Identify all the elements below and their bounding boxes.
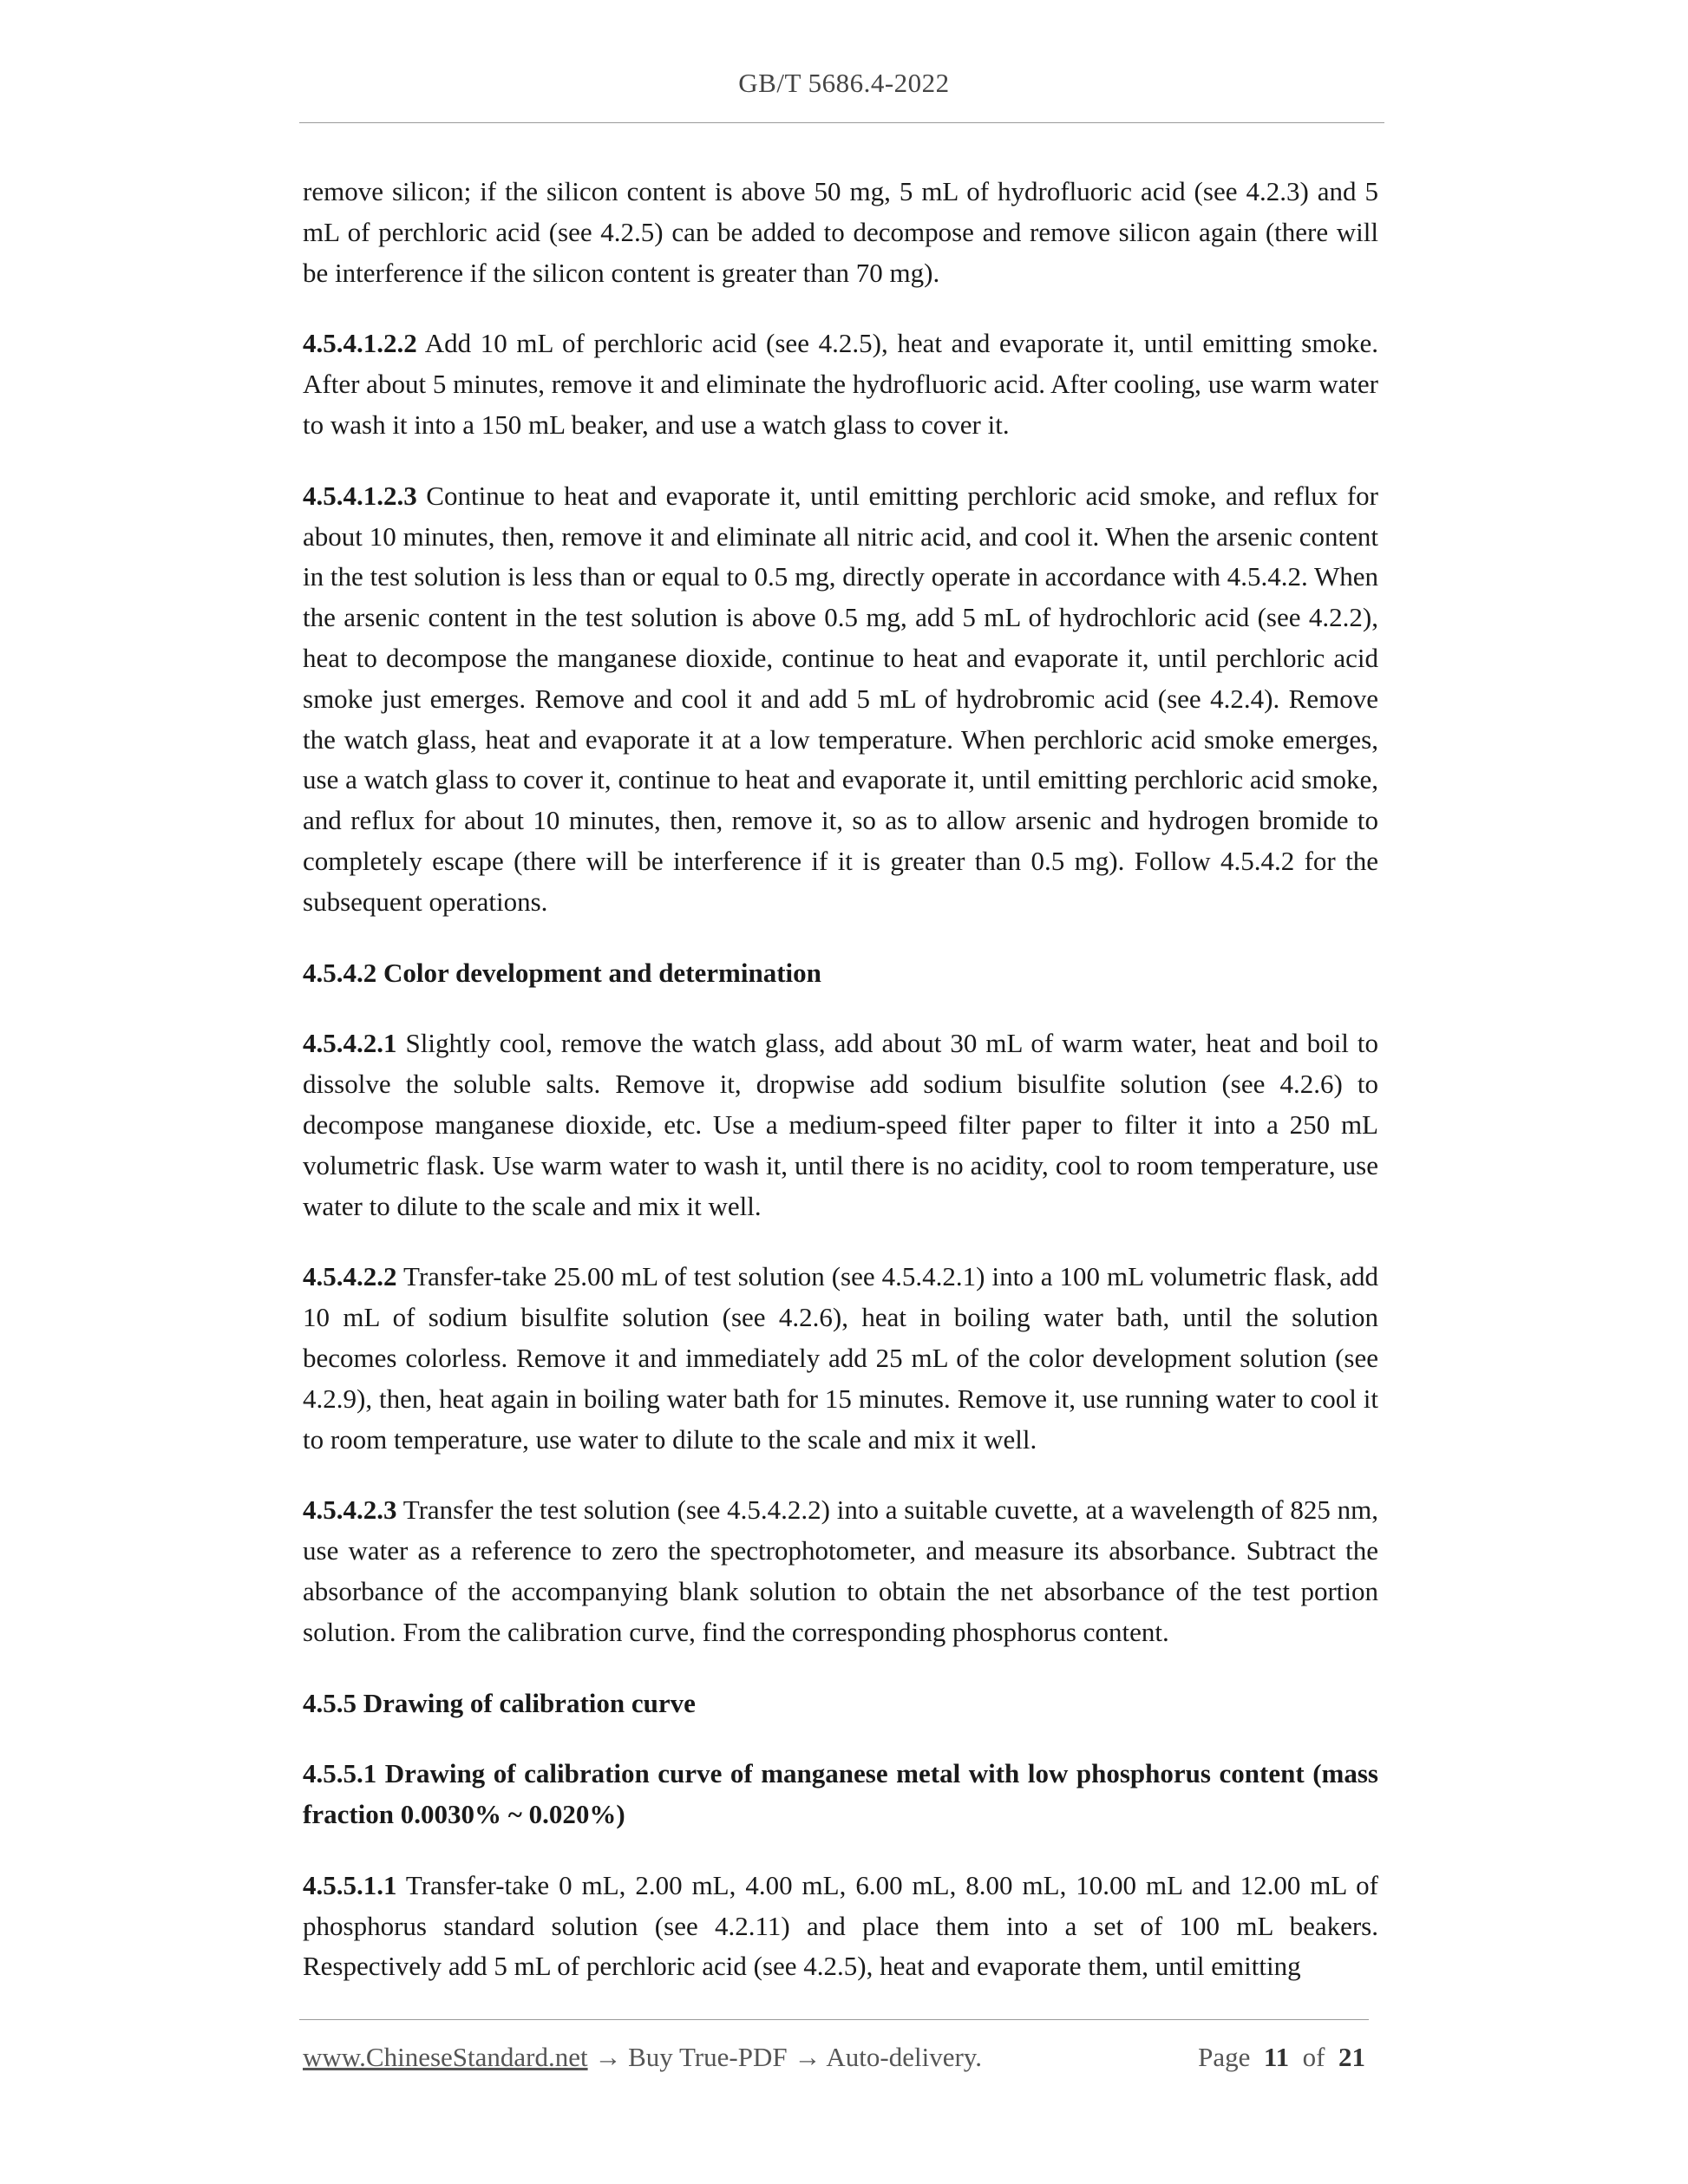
clause-4-5-4-1-2-3 (303, 476, 1378, 923)
clause-4-5-5-1-1 (303, 1866, 1378, 1987)
page-current: 11 (1263, 2042, 1290, 2072)
paragraph (303, 172, 1378, 293)
clause-text: Transfer-take 25.00 mL of test solution (see 4.5.4.2.1) into a 100 mL volumetric flask, add 10 mL of sodium bisulfite solution (see 4.2.6), heat in boiling water bath, until the solution becomes colorless. Remove it and immediately add 25 mL of the color development solution (see 4.2.9), then, heat again in boiling water bath for 15 minutes. Remove it, use running water to cool it to room temperature, use water to dilute to the scale and mix it well. (303, 1261, 1378, 1455)
auto-delivery-text: Auto-delivery. (826, 2042, 983, 2072)
page-total: 21 (1338, 2042, 1365, 2072)
standard-id: GB/T 5686.4-2022 (738, 68, 950, 98)
page-of-label: of (1302, 2042, 1325, 2072)
clause-text: Continue to heat and evaporate it, until emitting perchloric acid smoke, and reflux for about 10 minutes, then, remove it and eliminate all nitric acid, and cool it. When the arsenic content in the test solution is less than or equal to 0.5 mg, directly operate in accordance with 4.5.4.2. When the arsenic content in the test solution is above 0.5 mg, add 5 mL of hydrochloric acid (see 4.2.2), heat to decompose the manganese dioxide, continue to heat and evaporate it, until perchloric acid smoke just emerges. Remove and cool it and add 5 mL of hydrobromic acid (see 4.2.4). Remove the watch glass, heat and evaporate it at a low temperature. When perchloric acid smoke emerges, use a watch glass to cover it, continue to heat and evaporate it, until emitting perchloric acid smoke, and reflux for about 10 minutes, then, remove it, so as to allow arsenic and hydrogen bromide to completely escape (there will be interference if it is greater than 0.5 mg). Follow 4.5.4.2 for the subsequent operations. (303, 480, 1379, 917)
header-divider (299, 122, 1384, 123)
clause-text: Transfer-take 0 mL, 2.00 mL, 4.00 mL, 6.00 mL, 8.00 mL, 10.00 mL and 12.00 mL of phosphorus standard solution (see 4.2.11) and place them into a set of 100 mL beakers. Respectively add 5 mL of perchloric acid (see 4.2.5), heat and evaporate them, until emitting (303, 1869, 1378, 1982)
arrow-right-icon: → (794, 2042, 821, 2072)
clause-4-5-4-2-1 (303, 1023, 1378, 1226)
clause-number: 4.5.5.1.1 (303, 1869, 397, 1900)
clause-4-5-4-2-2 (303, 1257, 1378, 1460)
clause-number: 4.5.4.2.2 (303, 1261, 397, 1292)
clause-text: Slightly cool, remove the watch glass, add about 30 mL of warm water, heat and boil to dissolve the soluble salts. Remove it, dropwise add sodium bisulfite solution (see 4.2.6) to decompose manganese dioxide, etc. Use a medium-speed filter paper to filter it into a 250 mL volumetric flask. Use warm water to wash it, until there is no acidity, cool to room temperature, use water to dilute to the scale and mix it well. (303, 1028, 1379, 1221)
site-link[interactable]: www.ChineseStandard.net (303, 2042, 588, 2072)
document-body (303, 172, 1378, 1987)
document-header (0, 68, 1688, 99)
clause-number: 4.5.4.2.3 (303, 1494, 397, 1526)
clause-4-5-4-1-2-2 (303, 324, 1378, 445)
clause-4-5-4-2-3 (303, 1490, 1378, 1652)
paragraph-text: remove silicon; if the silicon content is above 50 mg, 5 mL of hydrofluoric acid (see 4.2.3) and 5 mL of perchloric acid (see 4.2.5) can be added to decompose and remove silicon again (there will be interference if the silicon content is greater than 70 mg). (303, 176, 1378, 288)
arrow-right-icon: → (594, 2042, 622, 2072)
section-heading-4-5-5: 4.5.5 Drawing of calibration curve (303, 1687, 696, 1718)
footer-promo (303, 2042, 982, 2073)
footer-divider (299, 2019, 1369, 2020)
buy-true-pdf-text: Buy True-PDF (628, 2042, 788, 2072)
page-indicator (1198, 2042, 1365, 2073)
clause-text: Transfer the test solution (see 4.5.4.2.2) into a suitable cuvette, at a wavelength of 825 nm, use water as a reference to zero the spectrophotometer, and measure its absorbance. Subtract the absorbance of the accompanying blank solution to obtain the net absorbance of the test portion solution. From the calibration curve, find the corresponding phosphorus content. (303, 1494, 1378, 1647)
clause-text: Add 10 mL of perchloric acid (see 4.2.5), heat and evaporate it, until emitting smoke. After about 5 minutes, remove it and eliminate the hydrofluoric acid. After cooling, use warm water to wash it into a 150 mL beaker, and use a watch glass to cover it. (303, 328, 1378, 440)
page-label: Page (1198, 2042, 1251, 2072)
clause-number: 4.5.4.1.2.3 (303, 480, 417, 511)
clause-number: 4.5.4.1.2.2 (303, 328, 417, 359)
section-heading-4-5-5-1: 4.5.5.1 Drawing of calibration curve of manganese metal with low phosphorus content (mass fraction 0.0030% ~ 0.020%) (303, 1758, 1378, 1830)
section-heading-4-5-4-2: 4.5.4.2 Color development and determination (303, 957, 821, 988)
clause-number: 4.5.4.2.1 (303, 1028, 397, 1059)
